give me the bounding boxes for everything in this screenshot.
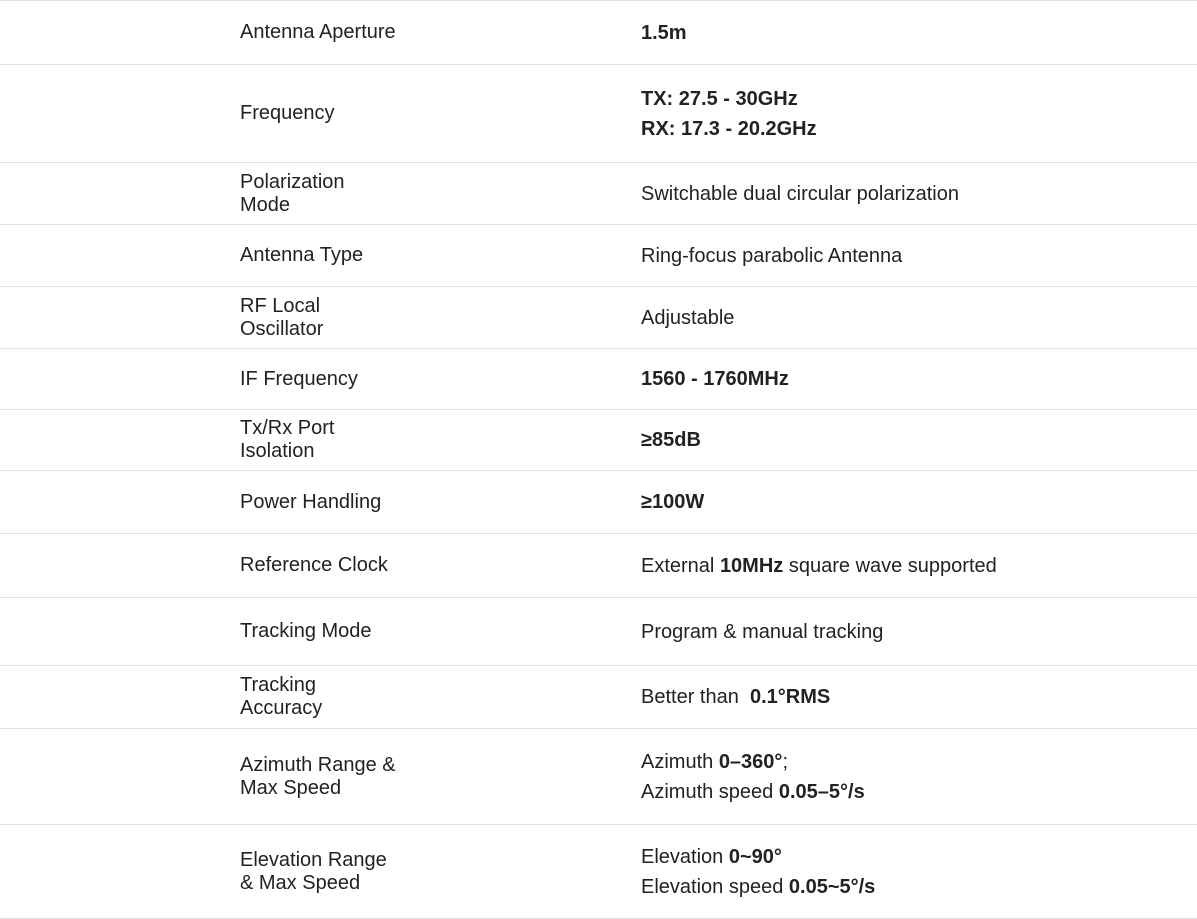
spec-value-text: square wave supported: [783, 554, 997, 577]
spec-value-text: 0.05–5°/s: [778, 780, 865, 803]
spec-value-text: External: [641, 554, 720, 577]
spec-value-line: [641, 842, 875, 872]
spec-value: [400, 487, 704, 517]
spec-value-line: [641, 682, 830, 712]
spec-value-text: Better than: [641, 686, 750, 708]
spec-label: Power Handling: [240, 490, 382, 513]
spec-value: [400, 425, 701, 455]
spec-label: Elevation Range & Max Speed: [240, 848, 387, 894]
spec-value-text: Switchable dual circular polarization: [641, 182, 959, 205]
spec-value-line: [641, 179, 959, 209]
spec-value-text: 1560 - 1760MHz: [641, 368, 789, 390]
spec-row: [0, 728, 1197, 824]
spec-value-line: [641, 747, 865, 777]
spec-value: [400, 617, 883, 647]
spec-value-text: 0.05~5°/s: [788, 875, 876, 898]
spec-label: Tracking Mode: [240, 620, 372, 642]
spec-value-line: [641, 241, 902, 271]
spec-label: Antenna Type: [240, 244, 364, 266]
spec-value-line: [641, 18, 687, 48]
spec-row: [0, 409, 1197, 470]
spec-value: [400, 303, 734, 333]
spec-row: [0, 533, 1197, 597]
spec-row: [0, 665, 1197, 728]
spec-label: Antenna Aperture: [240, 21, 396, 43]
spec-value-line: [641, 425, 701, 455]
spec-value-text: Adjustable: [641, 306, 735, 329]
spec-label: Azimuth Range & Max Speed: [240, 753, 396, 799]
spec-value-text: 1.5m: [641, 21, 687, 44]
spec-value-text: ;: [782, 750, 788, 773]
spec-value-text: Program & manual tracking: [641, 620, 884, 643]
spec-value-text: 0–360°: [718, 750, 783, 773]
spec-value-line: [641, 551, 997, 581]
spec-value-line: [641, 487, 704, 517]
spec-value-line: [641, 114, 817, 144]
spec-value-text: Azimuth speed: [641, 780, 779, 803]
spec-value: [400, 84, 817, 144]
spec-value: [400, 747, 865, 807]
spec-row: [0, 824, 1197, 919]
spec-value-line: [641, 617, 883, 647]
spec-label: RF Local Oscillator: [240, 294, 324, 340]
spec-value-line: [641, 777, 865, 807]
spec-value-text: Ring-focus parabolic Antenna: [641, 244, 903, 267]
spec-label: Frequency: [240, 102, 335, 124]
spec-value: [400, 179, 959, 209]
spec-row: [0, 0, 1197, 64]
spec-value-text: Azimuth: [641, 750, 719, 773]
spec-row: [0, 470, 1197, 533]
spec-row: [0, 162, 1197, 224]
spec-label: Polarization Mode: [240, 170, 345, 216]
spec-value-line: [641, 872, 875, 902]
spec-label: IF Frequency: [240, 367, 358, 390]
spec-value: [400, 364, 789, 394]
spec-value-line: [641, 303, 734, 333]
spec-label: Reference Clock: [240, 554, 388, 576]
spec-value-text: 10MHz: [719, 554, 784, 577]
spec-value: [400, 842, 875, 902]
spec-value: [400, 551, 997, 581]
spec-value-text: 0.1°RMS: [749, 686, 831, 708]
spec-value-line: [641, 84, 817, 114]
spec-value-text: ≥85dB: [641, 429, 701, 451]
spec-label: Tx/Rx Port Isolation: [240, 417, 335, 462]
spec-row: [0, 286, 1197, 348]
spec-row: [0, 597, 1197, 665]
spec-value-text: Elevation: [641, 845, 729, 868]
spec-label: Tracking Accuracy: [240, 674, 323, 719]
spec-value-line: [641, 364, 789, 394]
spec-value-text: ≥100W: [641, 491, 705, 513]
spec-value-text: RX: 17.3 - 20.2GHz: [641, 117, 817, 140]
spec-value-text: Elevation speed: [641, 875, 789, 898]
spec-value: [400, 18, 687, 48]
spec-row: [0, 64, 1197, 162]
spec-row: [0, 348, 1197, 409]
spec-value: [400, 241, 902, 271]
spec-value-text: 0~90°: [728, 845, 782, 868]
spec-value: [400, 682, 830, 712]
spec-row: [0, 224, 1197, 286]
spec-value-text: TX: 27.5 - 30GHz: [641, 87, 798, 110]
